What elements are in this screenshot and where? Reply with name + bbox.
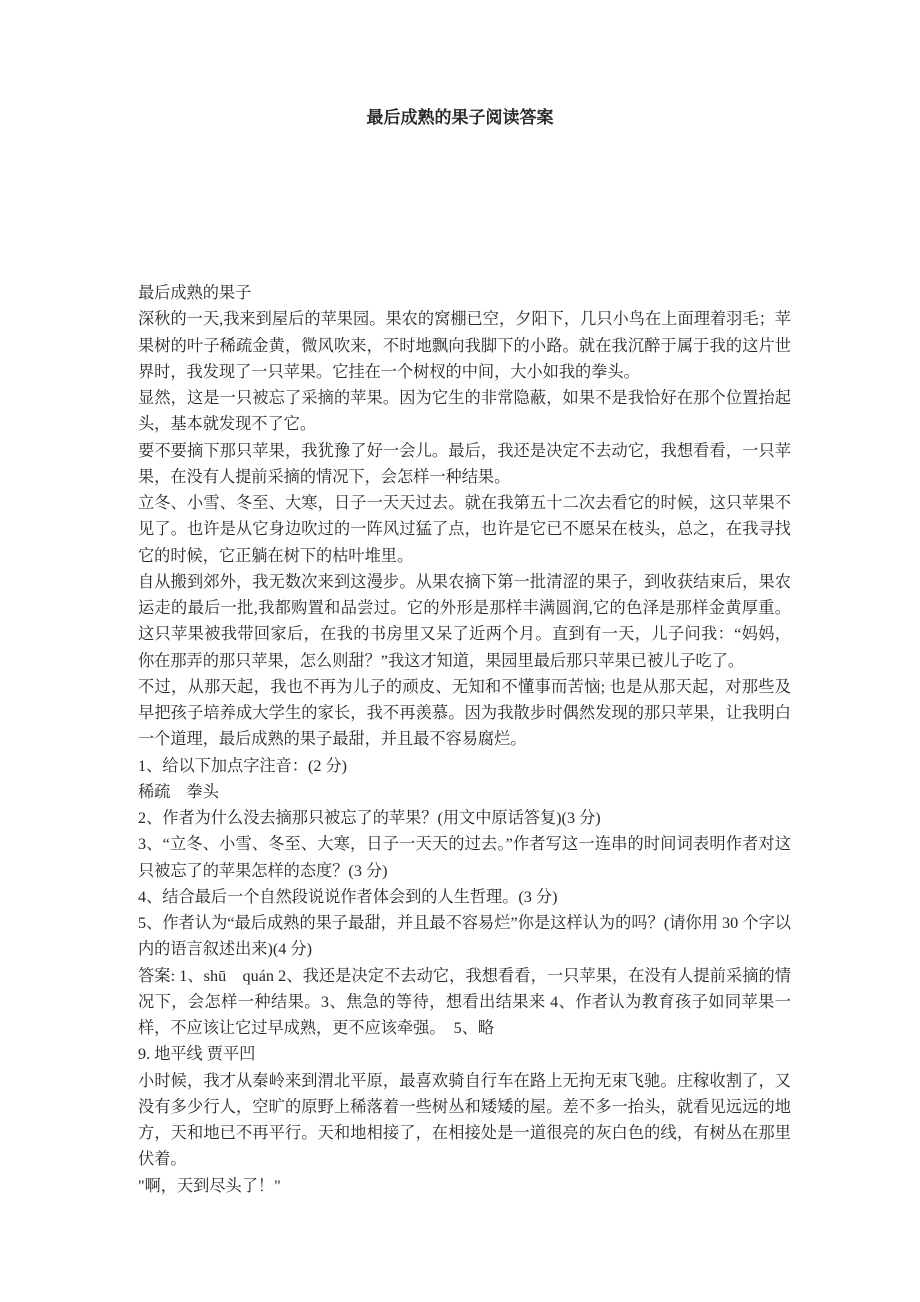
passage-paragraph-5: 自从搬到郊外，我无数次来到这漫步。从果农摘下第一批清涩的果子，到收获结束后，果农运走的最后一批,我都购置和品尝过。它的外形是那样丰满圆润,它的色泽是那样金黄厚重。这只苹果被我带回家后，在我的书房里又呆了近两个月。直到有一天，儿子问我：“妈妈，你在那弄的那只苹果，怎么则甜？”我这才知道，果园里最后那只苹果已被儿子吃了。	[138, 572, 791, 670]
passage-paragraph-2: 显然，这是一只被忘了采摘的苹果。因为它生的非常隐蔽，如果不是我恰好在那个位置抬起头，基本就发现不了它。	[138, 389, 791, 434]
dialogue-line: "啊，天到尽头了！"	[138, 1176, 281, 1195]
question-1: 1、给以下加点字注音：(2 分)	[138, 756, 348, 775]
document-title: 最后成熟的果子阅读答案	[366, 108, 554, 127]
question-4: 4、结合最后一个自然段说说作者体会到的人生哲理。(3 分)	[138, 887, 558, 906]
passage-paragraph-4: 立冬、小雪、冬至、大寒，日子一天天过去。就在我第五十二次去看它的时候，这只苹果不见了。也许是从它身边吹过的一阵风过猛了点，也许是它已不愿呆在枝头，总之，在我寻找它的时候，它正躺在树下的枯叶堆里。	[138, 494, 791, 565]
section-9-heading: 9. 地平线 贾平凹	[138, 1045, 256, 1064]
question-3: 3、“立冬、小雪、冬至、大寒，日子一天天的过去。”作者写这一连串的时间词表明作者对这只被忘了的苹果怎样的态度？(3 分)	[138, 835, 791, 880]
question-5: 5、作者认为“最后成熟的果子最甜，并且最不容易烂”你是这样认为的吗？(请你用 30 个字以内的语言叙述出来)(4 分)	[138, 914, 791, 959]
section-9-paragraph: 小时候，我才从秦岭来到渭北平原，最喜欢骑自行车在路上无拘无束飞驰。庄稼收割了，又没有多少行人，空旷的原野上稀落着一些树丛和矮矮的屋。差不多一抬头，就看见远远的地方，天和地已不再平行。天和地相接了，在相接处是一道很亮的灰白色的线，有树丛在那里伏着。	[138, 1071, 791, 1169]
answers: 答案: 1、shū quán 2、我还是决定不去动它，我想看看，一只苹果，在没有人提前采摘的情况下，会怎样一种结果。3、焦急的等待，想看出结果来 4、作者认为教育孩子如同苹果一样，不应该让它过早成熟，更不应该牵强。 5、略	[138, 966, 791, 1037]
passage-paragraph-6: 不过，从那天起，我也不再为儿子的顽皮、无知和不懂事而苦恼; 也是从那天起，对那些及早把孩子培养成大学生的家长，我不再羡慕。因为我散步时偶然发现的那只苹果，让我明白一个道理，最后成熟的果子最甜，并且最不容易腐烂。	[138, 677, 791, 749]
document-body	[138, 280, 791, 1199]
pinyin-words: 稀疏 拳头	[138, 782, 219, 801]
passage-paragraph-1: 深秋的一天,我来到屋后的苹果园。果农的窝棚已空，夕阳下，几只小鸟在上面理着羽毛；苹果树的叶子稀疏金黄，微风吹来，不时地飘向我脚下的小路。就在我沉醉于属于我的这片世界时，我发现了一只苹果。它挂在一个树杈的中间，大小如我的拳头。	[138, 310, 791, 381]
question-2: 2、作者为什么没去摘那只被忘了的苹果？(用文中原话答复)(3 分)	[138, 809, 601, 827]
passage-title: 最后成熟的果子	[138, 284, 252, 302]
passage-paragraph-3: 要不要摘下那只苹果，我犹豫了好一会儿。最后，我还是决定不去动它，我想看看，一只苹果，在没有人提前采摘的情况下，会怎样一种结果。	[138, 441, 791, 486]
